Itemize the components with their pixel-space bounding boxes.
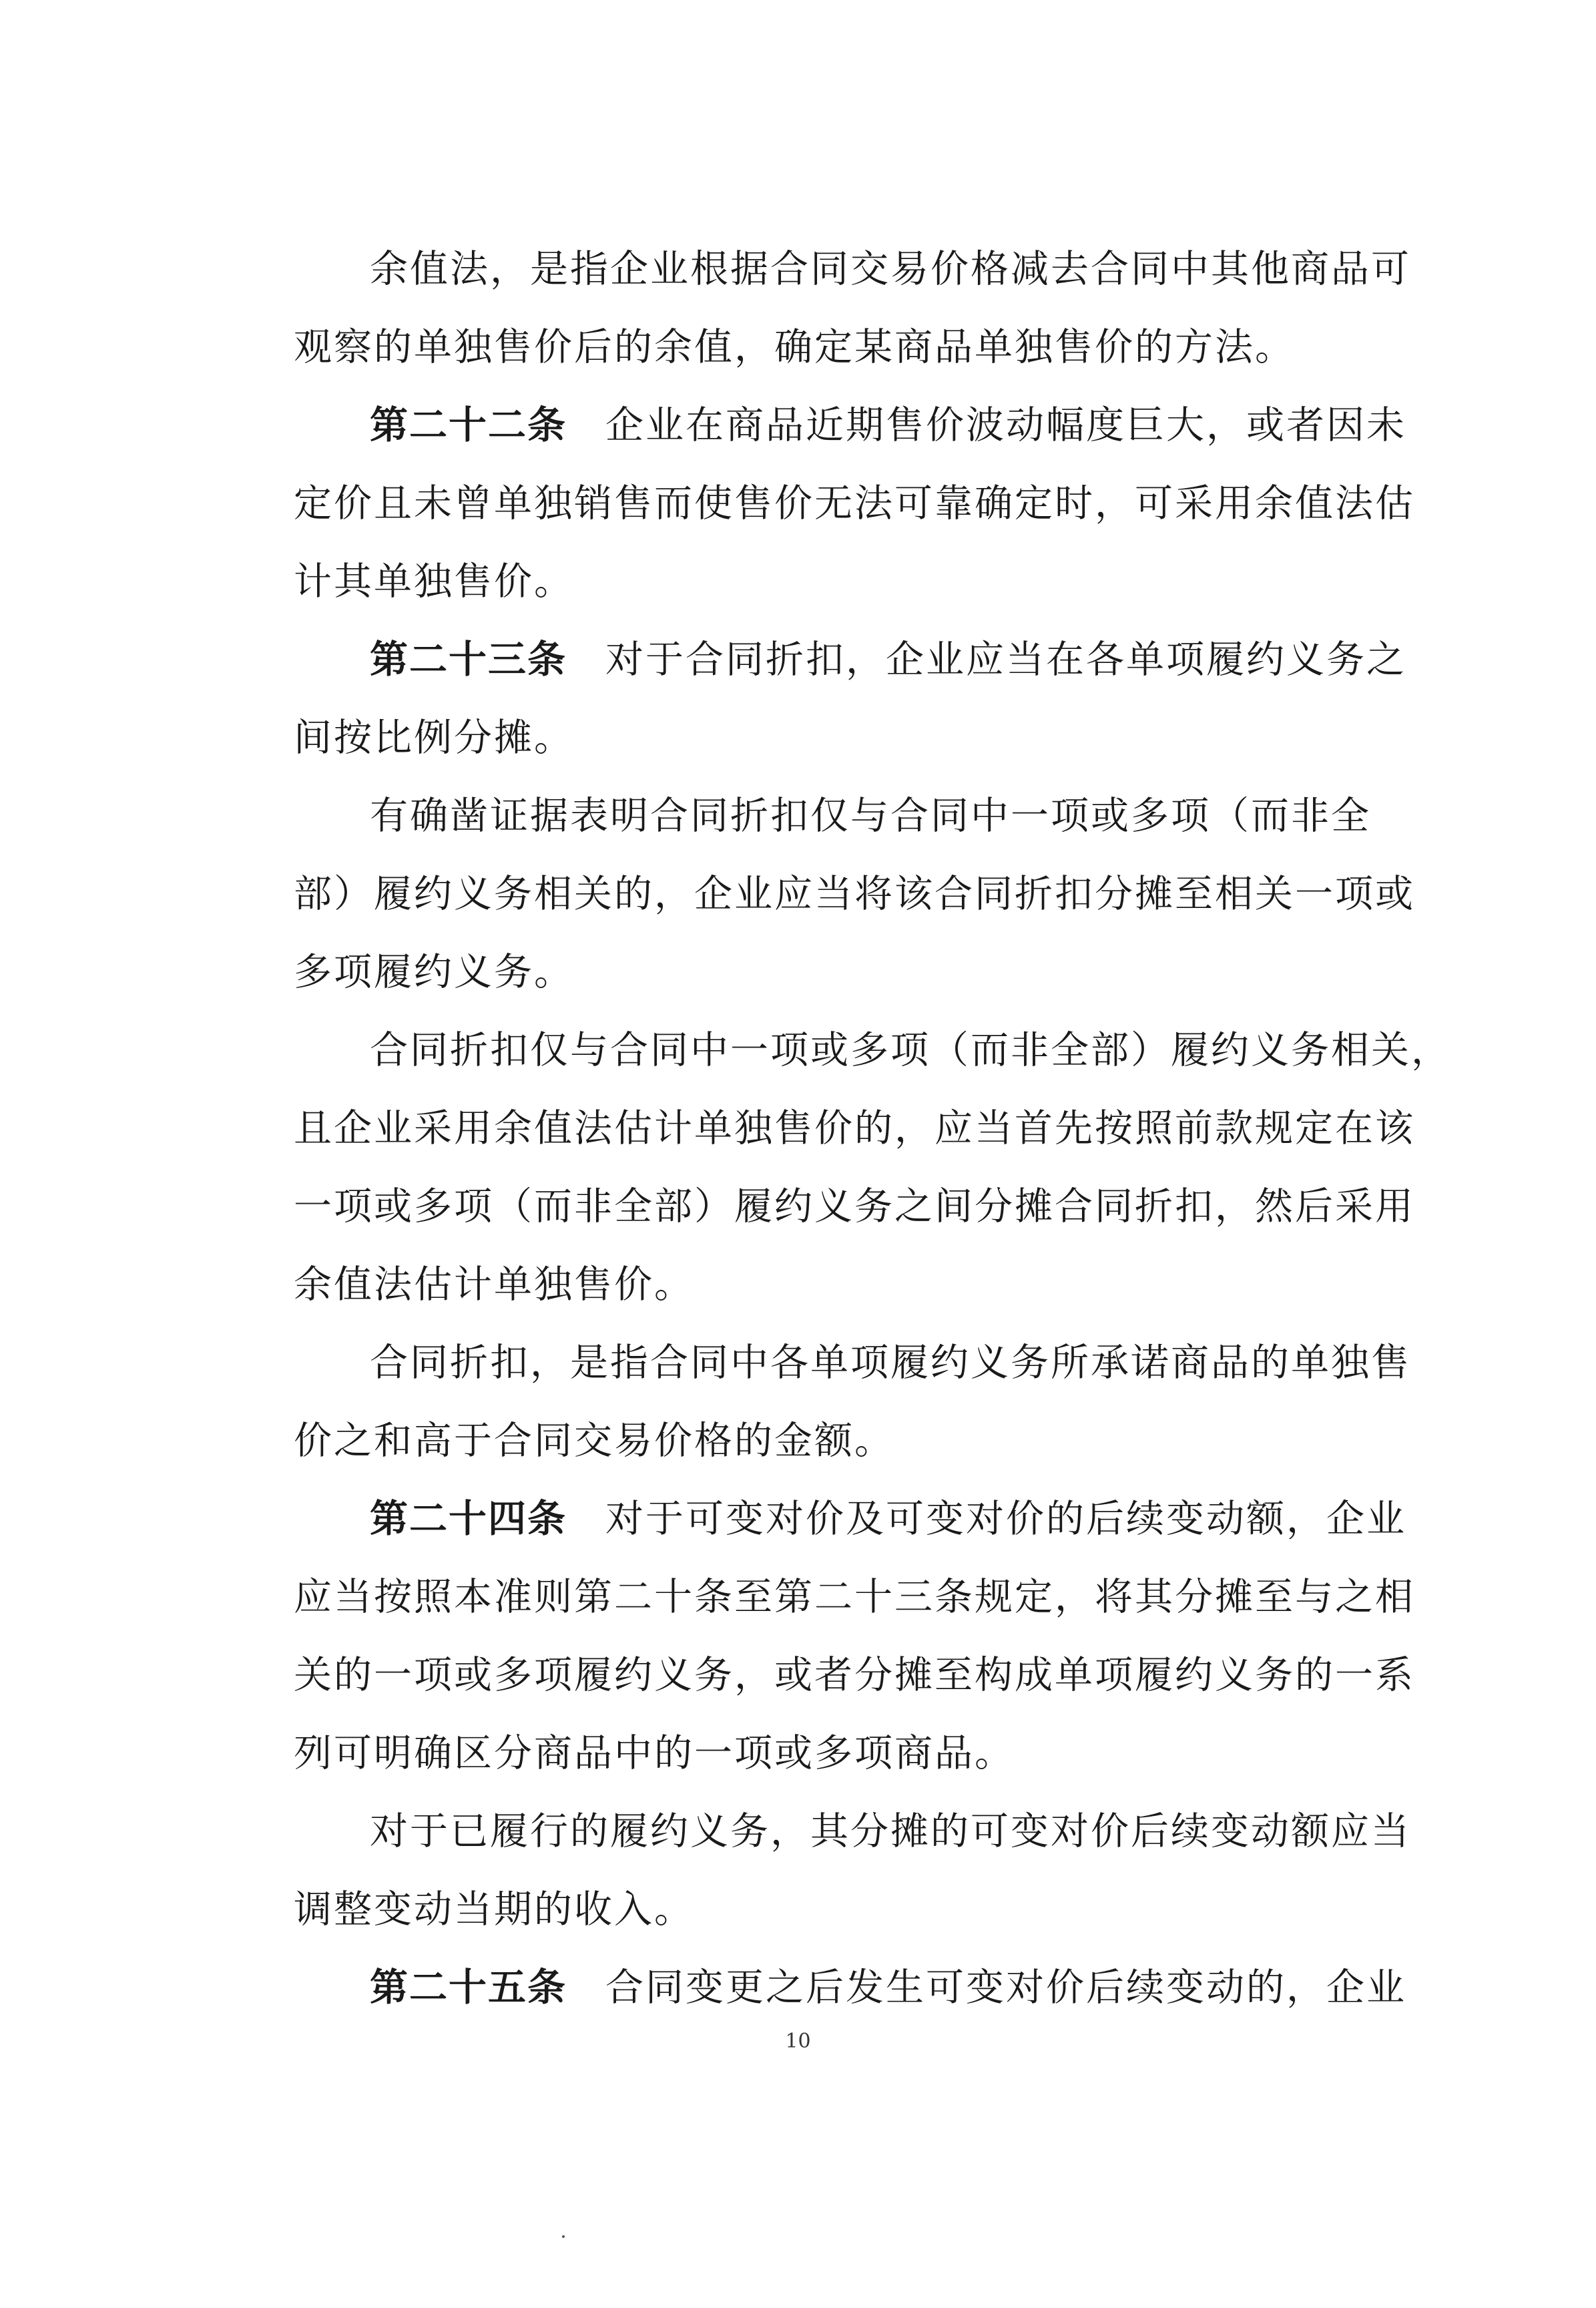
page-number: 10 (785, 2030, 811, 2053)
text-line (294, 1793, 1411, 1871)
line-text: 部）履约义务相关的，企业应当将该合同折扣分摊至相关一项或 (294, 872, 1415, 916)
text-line (294, 465, 1415, 543)
line-text: 一项或多项（而非全部）履约义务之间分摊合同折扣，然后采用 (294, 1184, 1415, 1228)
text-line (294, 387, 1406, 465)
line-text: 对于已履行的履约义务，其分摊的可变对价后续变动额应当 (370, 1809, 1411, 1853)
line-text: 价之和高于合同交易价格的金额。 (294, 1419, 894, 1463)
article-heading: 第二十五条 (370, 1966, 567, 2010)
line-text: 列可明确区分商品中的一项或多项商品。 (294, 1731, 1015, 1775)
text-line (294, 777, 1371, 855)
text-line (294, 621, 1406, 699)
article-heading: 第二十四条 (370, 1497, 567, 1541)
text-line (294, 308, 1348, 387)
line-text: 余值法，是指企业根据合同交易价格减去合同中其他商品可 (370, 247, 1411, 291)
text-line (294, 699, 1348, 777)
text-line (294, 855, 1415, 933)
text-line (294, 230, 1411, 308)
line-text: 应当按照本准则第二十条至第二十三条规定，将其分摊至与之相 (294, 1575, 1415, 1619)
line-text: 定价且未曾单独销售而使售价无法可靠确定时，可采用余值法估 (294, 481, 1415, 525)
line-text: 调整变动当期的收入。 (294, 1887, 694, 1931)
line-text: 计其单独售价。 (294, 559, 574, 604)
line-text: 关的一项或多项履约义务，或者分摊至构成单项履约义务的一系 (294, 1653, 1415, 1697)
article-heading: 第二十三条 (370, 638, 567, 682)
line-text: 观察的单独售价后的余值，确定某商品单独售价的方法。 (294, 325, 1295, 369)
line-text: 企业在商品近期售价波动幅度巨大，或者因未 (605, 403, 1406, 447)
text-line (294, 1011, 1451, 1090)
text-line (294, 1168, 1415, 1246)
text-line (294, 1090, 1415, 1168)
text-line (294, 1246, 1348, 1324)
line-text: 间按比例分摊。 (294, 716, 574, 760)
text-line (294, 1558, 1415, 1636)
line-text: 合同折扣，是指合同中各单项履约义务所承诺商品的单独售 (370, 1341, 1411, 1385)
line-text: 且企业采用余值法估计单独售价的，应当首先按照前款规定在该 (294, 1106, 1415, 1150)
line-text: 余值法估计单独售价。 (294, 1262, 694, 1307)
text-line (294, 1636, 1415, 1714)
text-line (294, 543, 1348, 621)
text-line (294, 1324, 1411, 1402)
text-line (294, 1949, 1406, 2027)
line-text: 有确凿证据表明合同折扣仅与合同中一项或多项（而非全 (370, 794, 1371, 838)
scan-speck (562, 2235, 565, 2238)
text-line (294, 1871, 1348, 1949)
line-text: 合同变更之后发生可变对价后续变动的，企业 (605, 1966, 1406, 2010)
line-text: 对于可变对价及可变对价的后续变动额，企业 (605, 1497, 1406, 1541)
line-text: 多项履约义务。 (294, 950, 574, 994)
text-line (294, 1714, 1348, 1793)
article-heading: 第二十二条 (370, 403, 567, 447)
text-line (294, 933, 1348, 1011)
line-text: 合同折扣仅与合同中一项或多项（而非全部）履约义务相关， (370, 1028, 1451, 1072)
text-line (294, 1480, 1406, 1558)
document-body (294, 230, 1451, 2027)
text-line (294, 1402, 1348, 1480)
line-text: 对于合同折扣，企业应当在各单项履约义务之 (605, 638, 1406, 682)
